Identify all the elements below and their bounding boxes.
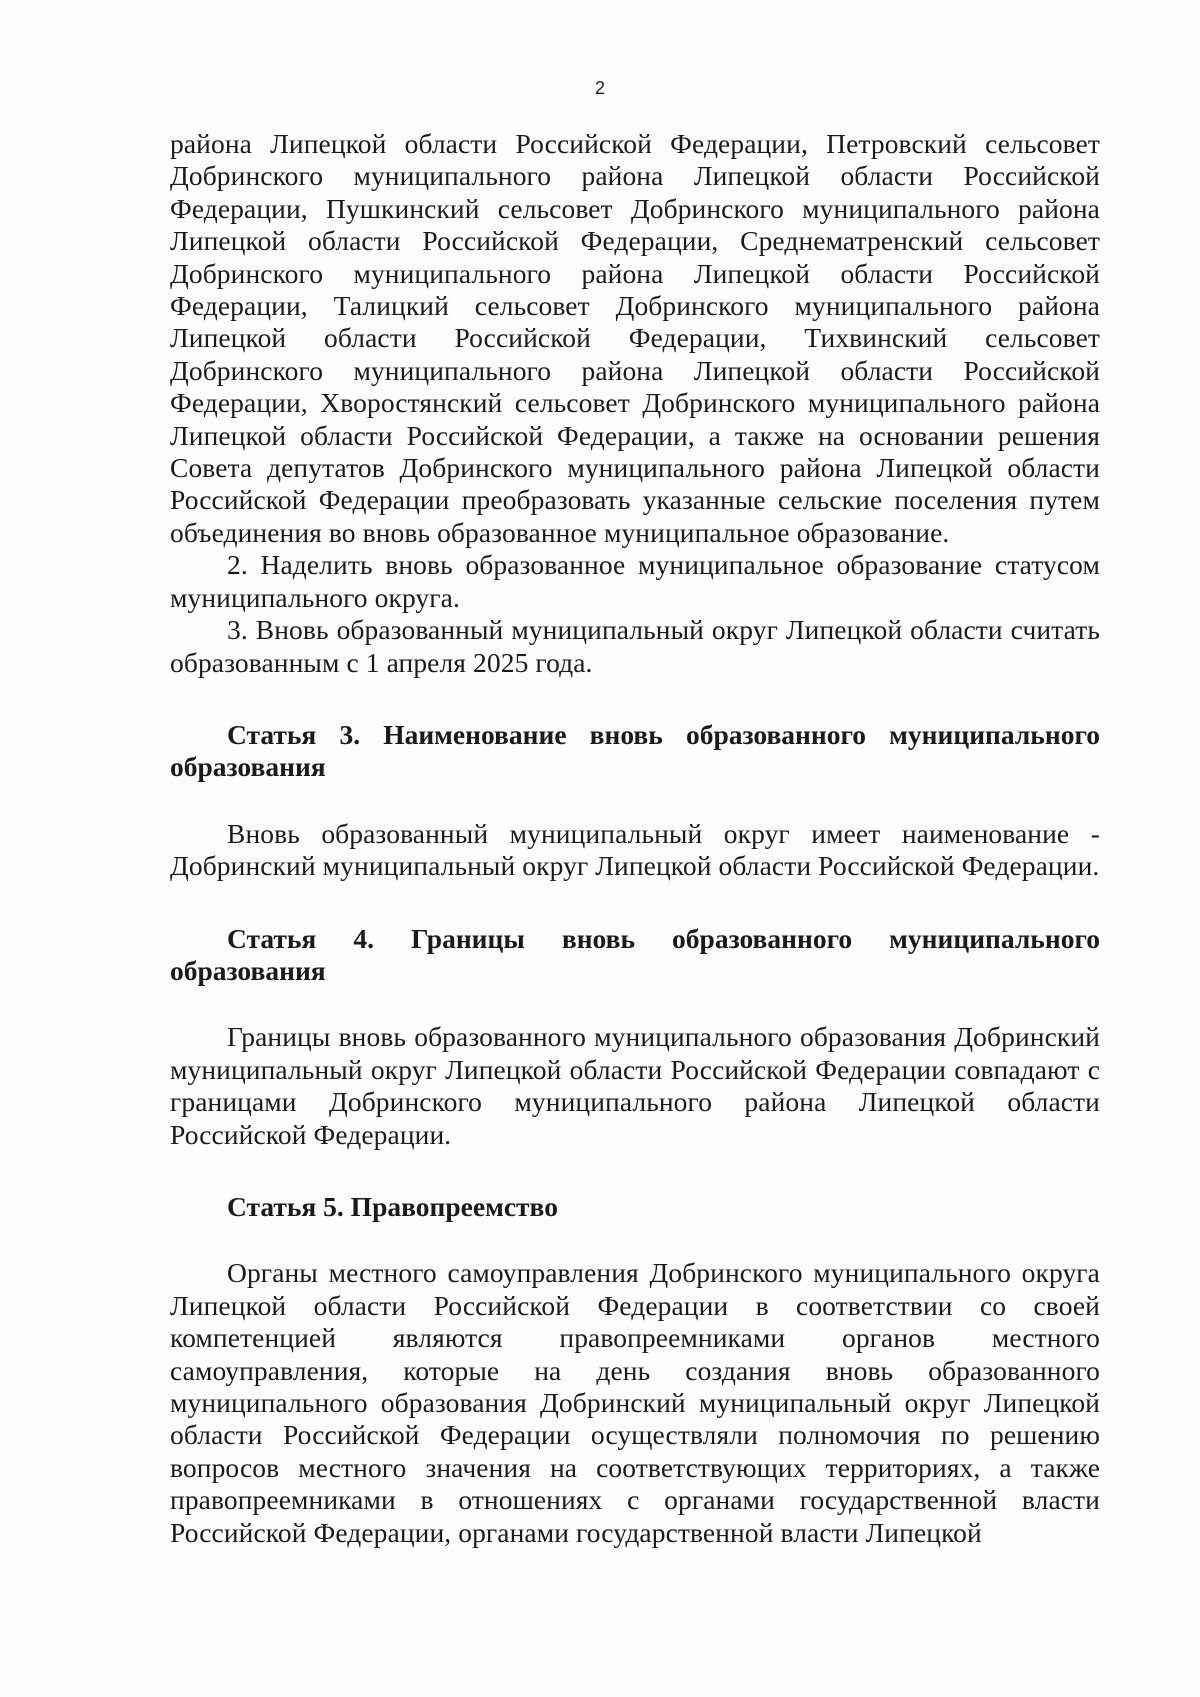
document-body bbox=[170, 128, 1100, 1549]
page-number: 2 bbox=[594, 78, 605, 98]
article-5-body: Органы местного самоуправления Добринского муниципального округа Липецкой области Российской Федерации в соответствии со своей компетенцией являются правопреемниками органов местного самоуправления, которые на день создания вновь образованного муниципального образования Добринский муниципальный округ Липецкой области Российской Федерации осуществляли полномочия по решению вопросов местного значения на соответствующих территориях, а также правопреемниками в отношениях с органами государственной власти Российской Федерации, органами государственной власти Липецкой bbox=[170, 1257, 1100, 1548]
article-3-body: Вновь образованный муниципальный округ имеет наименование - Добринский муниципальный округ Липецкой области Российской Федерации. bbox=[170, 817, 1100, 882]
paragraph-intro-continuation: района Липецкой области Российской Федерации, Петровский сельсовет Добринского муниципального района Липецкой области Российской Федерации, Пушкинский сельсовет Добринского муниципального района Липецкой области Российской Федерации, Среднематренский сельсовет Добринского муниципального района Липецкой области Российской Федерации, Талицкий сельсовет Добринского муниципального района Липецкой области Российской Федерации, Тихвинский сельсовет Добринского муниципального района Липецкой области Российской Федерации, Хворостянский сельсовет Добринского муниципального района Липецкой области Российской Федерации, а также на основании решения Совета депутатов Добринского муниципального района Липецкой области Российской Федерации преобразовать указанные сельские поселения путем объединения во вновь образованное муниципальное образование. bbox=[170, 128, 1100, 548]
paragraph-item-2: 2. Наделить вновь образованное муниципальное образование статусом муниципального округа. bbox=[170, 549, 1100, 613]
paragraph-item-3: 3. Вновь образованный муниципальный округ Липецкой области считать образованным с 1 апреля 2025 года. bbox=[170, 614, 1100, 678]
article-4-heading: Статья 4. Границы вновь образованного муниципального образования bbox=[170, 922, 1100, 986]
article-5-heading: Статья 5. Правопреемство bbox=[227, 1190, 558, 1222]
article-4-body: Границы вновь образованного муниципального образования Добринский муниципальный округ Липецкой области Российской Федерации совпадают с границами Добринского муниципального района Липецкой области Российской Федерации. bbox=[170, 1021, 1100, 1150]
article-3-heading: Статья 3. Наименование вновь образованного муниципального образования bbox=[170, 718, 1100, 783]
